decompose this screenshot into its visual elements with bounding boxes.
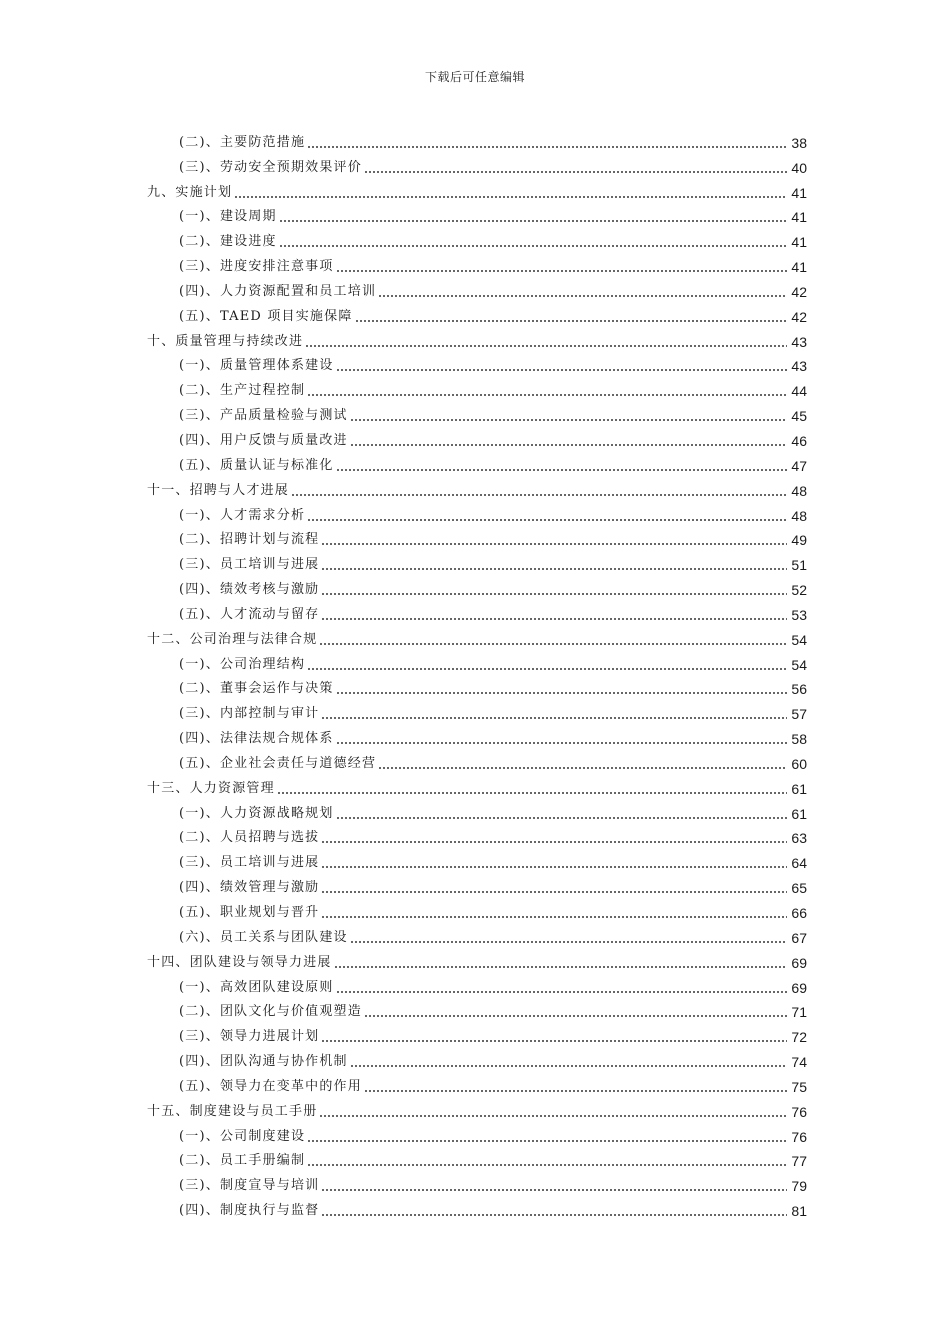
toc-dot-leader <box>321 568 787 570</box>
toc-entry-title: (五)、企业社会责任与道德经营 <box>179 755 377 771</box>
toc-page-number: 48 <box>791 482 807 499</box>
toc-dot-leader <box>321 593 787 595</box>
toc-page-number: 61 <box>791 805 807 822</box>
toc-section-entry[interactable] <box>147 822 807 847</box>
toc-page-number: 38 <box>791 134 807 151</box>
toc-page-number: 58 <box>791 731 807 748</box>
toc-entry-title: (二)、建设进度 <box>179 234 277 250</box>
toc-dot-leader <box>321 1189 787 1191</box>
toc-page-number: 43 <box>791 333 807 350</box>
toc-page-number: 51 <box>791 557 807 574</box>
toc-dot-leader <box>350 444 787 446</box>
toc-dot-leader <box>321 866 787 868</box>
toc-dot-leader <box>305 345 787 347</box>
table-of-contents <box>147 126 807 1219</box>
toc-section-entry[interactable] <box>147 1070 807 1095</box>
toc-entry-title: (二)、员工手册编制 <box>179 1153 306 1169</box>
toc-dot-leader <box>355 320 787 322</box>
toc-chapter-entry[interactable] <box>147 946 807 971</box>
toc-section-entry[interactable] <box>147 499 807 524</box>
toc-page-number: 69 <box>791 979 807 996</box>
toc-page-number: 75 <box>791 1078 807 1095</box>
toc-section-entry[interactable] <box>147 524 807 549</box>
toc-section-entry[interactable] <box>147 697 807 722</box>
toc-entry-title: (一)、人力资源战略规划 <box>179 805 334 821</box>
page-header: 下载后可任意编辑 <box>424 70 525 84</box>
toc-entry-title: (六)、员工关系与团队建设 <box>179 929 348 945</box>
toc-dot-leader <box>307 1140 787 1142</box>
toc-page-number: 67 <box>791 929 807 946</box>
toc-entry-title: (五)、人才流动与留存 <box>179 606 320 622</box>
toc-dot-leader <box>319 1115 787 1117</box>
toc-page-number: 42 <box>791 308 807 325</box>
toc-section-entry[interactable] <box>147 250 807 275</box>
toc-entry-title: 十、质量管理与持续改进 <box>147 333 304 349</box>
toc-dot-leader <box>307 1164 787 1166</box>
toc-section-entry[interactable] <box>147 300 807 325</box>
toc-dot-leader <box>364 171 787 173</box>
toc-section-entry[interactable] <box>147 1194 807 1219</box>
toc-entry-title: (五)、职业规划与晋升 <box>179 905 320 920</box>
toc-page-number: 72 <box>791 1029 807 1046</box>
toc-entry-title: (一)、人才需求分析 <box>179 507 306 523</box>
toc-page-number: 77 <box>791 1153 807 1170</box>
toc-entry-title: (四)、用户反馈与质量改进 <box>179 432 348 448</box>
toc-chapter-entry[interactable] <box>147 772 807 797</box>
toc-entry-title: (四)、人力资源配置和员工培训 <box>179 283 377 299</box>
toc-chapter-entry[interactable] <box>147 1095 807 1120</box>
toc-dot-leader <box>291 494 787 496</box>
toc-page-number: 54 <box>791 631 807 648</box>
toc-page-number: 79 <box>791 1178 807 1195</box>
toc-entry-title: (四)、绩效考核与激励 <box>179 582 320 598</box>
toc-page-number: 81 <box>791 1203 807 1220</box>
toc-page-number: 64 <box>791 855 807 872</box>
toc-dot-leader <box>336 742 787 744</box>
toc-dot-leader <box>336 817 787 819</box>
toc-dot-leader <box>350 1065 787 1067</box>
toc-section-entry[interactable] <box>147 1145 807 1170</box>
toc-page-number: 61 <box>791 780 807 797</box>
toc-page-number: 52 <box>791 582 807 599</box>
toc-page-number: 42 <box>791 283 807 300</box>
toc-dot-leader <box>336 469 787 471</box>
toc-page-number: 45 <box>791 408 807 425</box>
toc-dot-leader <box>321 1214 787 1216</box>
toc-page-number: 49 <box>791 532 807 549</box>
toc-section-entry[interactable] <box>147 201 807 226</box>
toc-dot-leader <box>307 146 787 148</box>
toc-entry-title: (三)、劳动安全预期效果评价 <box>179 159 362 175</box>
toc-page-number: 57 <box>791 706 807 723</box>
toc-dot-leader <box>378 767 787 769</box>
toc-entry-title: (二)、招聘计划与流程 <box>179 532 320 548</box>
toc-page-number: 71 <box>791 1004 807 1021</box>
toc-section-entry[interactable] <box>147 598 807 623</box>
toc-section-entry[interactable] <box>147 573 807 598</box>
toc-entry-title: (四)、制度执行与监督 <box>179 1203 320 1219</box>
toc-dot-leader <box>336 369 787 371</box>
toc-entry-title: 十三、人力资源管理 <box>147 780 275 796</box>
toc-page-number: 56 <box>791 681 807 698</box>
toc-entry-title: (一)、高效团队建设原则 <box>179 979 334 995</box>
toc-dot-leader <box>321 841 787 843</box>
toc-dot-leader <box>336 270 787 272</box>
toc-page-number: 46 <box>791 432 807 449</box>
toc-entry-title: 九、实施计划 <box>147 184 233 200</box>
toc-dot-leader <box>307 394 787 396</box>
toc-dot-leader <box>319 643 787 645</box>
toc-section-entry[interactable] <box>147 424 807 449</box>
toc-entry-title: (五)、TAED 项目实施保障 <box>179 308 353 324</box>
toc-page-number: 54 <box>791 656 807 673</box>
toc-section-entry[interactable] <box>147 1020 807 1045</box>
toc-page-number: 53 <box>791 606 807 623</box>
toc-chapter-entry[interactable] <box>147 623 807 648</box>
toc-page-number: 43 <box>791 358 807 375</box>
toc-entry-title: (三)、进度安排注意事项 <box>179 259 334 275</box>
toc-section-entry[interactable] <box>147 449 807 474</box>
toc-entry-title: (三)、员工培训与进展 <box>179 557 320 573</box>
toc-page-number: 41 <box>791 184 807 201</box>
toc-page-number: 41 <box>791 234 807 251</box>
toc-dot-leader <box>334 966 787 968</box>
toc-entry-title: (三)、领导力进展计划 <box>179 1029 320 1045</box>
toc-page-number: 48 <box>791 507 807 524</box>
toc-entry-title: (四)、团队沟通与协作机制 <box>179 1054 348 1070</box>
toc-dot-leader <box>321 1040 787 1042</box>
toc-entry-title: (三)、内部控制与审计 <box>179 706 320 722</box>
toc-section-entry[interactable] <box>147 275 807 300</box>
toc-chapter-entry[interactable] <box>147 176 807 201</box>
toc-section-entry[interactable] <box>147 648 807 673</box>
toc-section-entry[interactable] <box>147 374 807 399</box>
toc-entry-title: (五)、质量认证与标准化 <box>179 457 334 473</box>
toc-page-number: 69 <box>791 954 807 971</box>
toc-dot-leader <box>364 1015 787 1017</box>
toc-section-entry[interactable] <box>147 896 807 921</box>
toc-dot-leader <box>277 792 787 794</box>
toc-entry-title: 十一、招聘与人才进展 <box>147 482 290 498</box>
toc-entry-title: (二)、董事会运作与决策 <box>179 681 334 697</box>
toc-section-entry[interactable] <box>147 921 807 946</box>
toc-page-number: 63 <box>791 830 807 847</box>
toc-page-number: 44 <box>791 383 807 400</box>
toc-entry-title: (四)、法律法规合规体系 <box>179 731 334 747</box>
toc-section-entry[interactable] <box>147 350 807 375</box>
toc-section-entry[interactable] <box>147 673 807 698</box>
toc-entry-title: (三)、制度宣导与培训 <box>179 1178 320 1194</box>
toc-dot-leader <box>307 668 787 670</box>
toc-entry-title: (二)、主要防范措施 <box>179 134 306 150</box>
toc-section-entry[interactable] <box>147 151 807 176</box>
toc-entry-title: (一)、质量管理体系建设 <box>179 358 334 374</box>
toc-dot-leader <box>307 519 787 521</box>
toc-section-entry[interactable] <box>147 1120 807 1145</box>
toc-dot-leader <box>321 543 787 545</box>
toc-chapter-entry[interactable] <box>147 474 807 499</box>
toc-dot-leader <box>378 295 787 297</box>
toc-entry-title: (三)、员工培训与进展 <box>179 855 320 871</box>
toc-entry-title: (一)、公司治理结构 <box>179 656 306 672</box>
toc-dot-leader <box>321 891 787 893</box>
toc-dot-leader <box>279 220 787 222</box>
toc-page-number: 76 <box>791 1128 807 1145</box>
toc-page-number: 66 <box>791 905 807 921</box>
toc-section-entry[interactable] <box>147 996 807 1021</box>
toc-dot-leader <box>279 245 787 247</box>
toc-entry-title: 十二、公司治理与法律合规 <box>147 631 318 647</box>
toc-section-entry[interactable] <box>147 1045 807 1070</box>
toc-page-number: 40 <box>791 159 807 176</box>
toc-page-number: 60 <box>791 755 807 772</box>
toc-entry-title: (二)、生产过程控制 <box>179 383 306 399</box>
toc-dot-leader <box>350 419 787 421</box>
toc-entry-title: (一)、公司制度建设 <box>179 1128 306 1144</box>
toc-entry-title: 十五、制度建设与员工手册 <box>147 1103 318 1119</box>
toc-dot-leader <box>321 618 787 620</box>
toc-page-number: 41 <box>791 259 807 276</box>
toc-dot-leader <box>350 941 787 943</box>
toc-chapter-entry[interactable] <box>147 325 807 350</box>
toc-entry-title: (四)、绩效管理与激励 <box>179 880 320 896</box>
toc-page-number: 65 <box>791 880 807 897</box>
toc-section-entry[interactable] <box>147 722 807 747</box>
toc-section-entry[interactable] <box>147 126 807 151</box>
toc-dot-leader <box>234 196 787 198</box>
toc-dot-leader <box>321 717 787 719</box>
toc-section-entry[interactable] <box>147 871 807 896</box>
toc-entry-title: (一)、建设周期 <box>179 209 277 225</box>
toc-page-number: 76 <box>791 1103 807 1120</box>
toc-section-entry[interactable] <box>147 399 807 424</box>
toc-section-entry[interactable] <box>147 846 807 871</box>
toc-dot-leader <box>364 1090 787 1092</box>
toc-dot-leader <box>321 916 787 918</box>
toc-section-entry[interactable] <box>147 971 807 996</box>
toc-page-number: 47 <box>791 457 807 474</box>
toc-section-entry[interactable] <box>147 1169 807 1194</box>
toc-page-number: 74 <box>791 1054 807 1071</box>
toc-page-number: 41 <box>791 209 807 226</box>
toc-entry-title: 十四、团队建设与领导力进展 <box>147 954 332 970</box>
toc-section-entry[interactable] <box>147 747 807 772</box>
toc-section-entry[interactable] <box>147 548 807 573</box>
toc-dot-leader <box>336 692 787 694</box>
toc-dot-leader <box>336 991 787 993</box>
toc-entry-title: (二)、人员招聘与选拔 <box>179 830 320 846</box>
toc-entry-title: (五)、领导力在变革中的作用 <box>179 1078 362 1094</box>
toc-entry-title: (二)、团队文化与价值观塑造 <box>179 1004 362 1020</box>
toc-section-entry[interactable] <box>147 797 807 822</box>
toc-entry-title: (三)、产品质量检验与测试 <box>179 408 348 424</box>
toc-section-entry[interactable] <box>147 225 807 250</box>
